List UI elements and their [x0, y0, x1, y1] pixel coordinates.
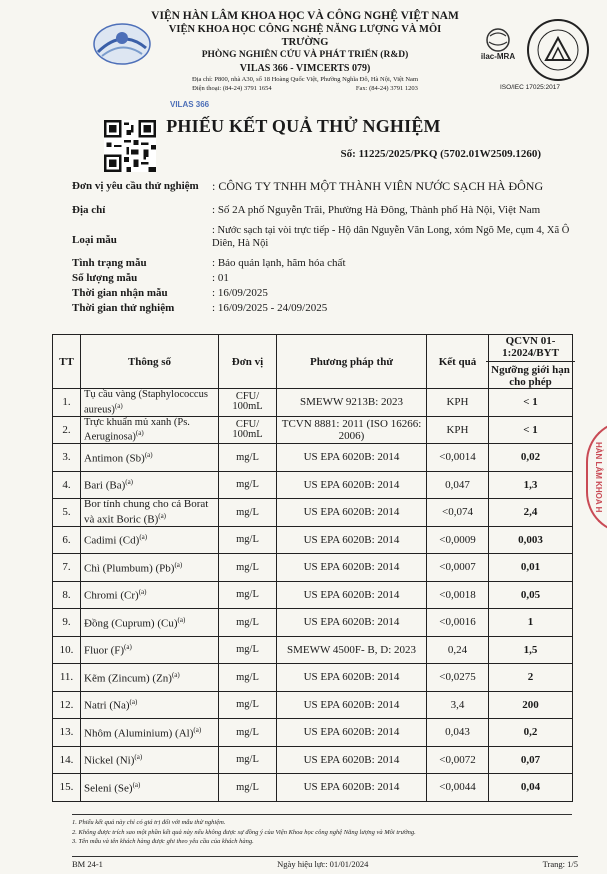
row-result: <0,0275: [427, 664, 489, 692]
row-unit: mg/L: [219, 471, 277, 499]
info-label: Số lượng mẫu: [72, 272, 138, 284]
row-param: Kẽm (Zincum) $(Zn)^{(a)}$: [81, 664, 219, 692]
row-limit: 0,2: [489, 719, 573, 747]
row-tt: 7.: [53, 554, 81, 582]
row-param: Đồng (Cuprum) $(Cu)^{(a)}$: [81, 609, 219, 637]
info-label: Loại mẫu: [72, 234, 117, 246]
info-label: Địa chỉ: [72, 204, 106, 216]
row-limit: 0,003: [489, 526, 573, 554]
row-tt: 6.: [53, 526, 81, 554]
row-method: US EPA 6020B: 2014: [277, 691, 427, 719]
info-row-quantity: [72, 272, 572, 285]
row-unit: mg/L: [219, 664, 277, 692]
results-table: [52, 334, 573, 802]
row-param-note: (a): [174, 560, 183, 569]
row-unit: mg/L: [219, 691, 277, 719]
row-param-note: (a): [124, 643, 132, 652]
table-header-row: [53, 335, 573, 389]
row-tt: 1.: [53, 389, 81, 417]
row-method: US EPA 6020B: 2014: [277, 746, 427, 774]
row-unit: mg/L: [219, 554, 277, 582]
institute-logo-icon: [92, 18, 152, 68]
row-tt: 2.: [53, 416, 81, 444]
info-label: Thời gian thử nghiệm: [72, 302, 175, 314]
row-tt: 8.: [53, 581, 81, 609]
row-limit: 1,3: [489, 471, 573, 499]
table-row: [53, 499, 573, 527]
row-method: SMEWW 9213B: 2023: [277, 389, 427, 417]
row-result: <0,0044: [427, 774, 489, 802]
table-row: [53, 554, 573, 582]
row-method: US EPA 6020B: 2014: [277, 471, 427, 499]
footnotes: [72, 814, 572, 847]
row-method: SMEWW 4500F- B, D: 2023: [277, 636, 427, 664]
row-method: US EPA 6020B: 2014: [277, 526, 427, 554]
row-result: <0,0016: [427, 609, 489, 637]
row-param: Trực khuẩn mủ xanh (Ps. Aeruginosa)$^{(a)}$: [81, 416, 219, 444]
table-row: [53, 691, 573, 719]
row-param-note: (a): [139, 533, 148, 542]
row-tt: 3.: [53, 444, 81, 472]
table-row: [53, 746, 573, 774]
info-label: Đơn vị yêu cầu thử nghiệm: [72, 180, 199, 192]
issue-date: Ngày hiệu lực: 01/01/2024: [277, 859, 369, 869]
row-result: <0,0018: [427, 581, 489, 609]
side-red-stamp: [586, 420, 607, 534]
row-result: KPH: [427, 389, 489, 417]
table-row: [53, 416, 573, 444]
row-param-note: (a): [171, 670, 180, 679]
row-limit: 0,04: [489, 774, 573, 802]
row-param-note: (a): [177, 615, 186, 624]
header-tt: TT: [53, 335, 81, 389]
row-unit: mg/L: [219, 581, 277, 609]
row-method: US EPA 6020B: 2014: [277, 444, 427, 472]
row-tt: 4.: [53, 471, 81, 499]
info-row-address: [72, 204, 572, 217]
row-unit: mg/L: [219, 609, 277, 637]
page-title: PHIẾU KẾT QUẢ THỬ NGHIỆM: [166, 116, 441, 136]
row-param: Tụ cầu vàng (Staphylococcus aureus)$^{(a)}$: [81, 389, 219, 417]
org-line-4: VILAS 366 - VIMCERTS 079): [239, 63, 371, 74]
row-method: US EPA 6020B: 2014: [277, 664, 427, 692]
row-method: US EPA 6020B: 2014: [277, 609, 427, 637]
row-param: Chromi $(Cr)^{(a)}$: [81, 581, 219, 609]
page-footer: [72, 856, 578, 869]
row-param-note: (a): [158, 511, 167, 520]
row-limit: < 1: [489, 389, 573, 417]
row-param: Bari $(Ba)^{(a)}$: [81, 471, 219, 499]
row-method: TCVN 8881: 2011 (ISO 16266: 2006): [277, 416, 427, 444]
row-result: <0,074: [427, 499, 489, 527]
org-line-3: PHÒNG NGHIÊN CỨU VÀ PHÁT TRIỂN (R&D): [201, 50, 409, 60]
info-label: Tình trạng mẫu: [72, 257, 147, 269]
row-limit: 2,4: [489, 499, 573, 527]
table-row: [53, 609, 573, 637]
row-result: 0,24: [427, 636, 489, 664]
header-qcvn-standard: QCVN 01-1:2024/BYT: [486, 335, 575, 362]
row-result: 3,4: [427, 691, 489, 719]
row-param: Seleni $(Se)^{(a)}$: [81, 774, 219, 802]
row-param: Natri $(Na)^{(a)}$: [81, 691, 219, 719]
row-result: <0,0009: [427, 526, 489, 554]
row-unit: mg/L: [219, 499, 277, 527]
table-row: [53, 774, 573, 802]
row-param-note: (a): [135, 429, 144, 437]
row-result: <0,0014: [427, 444, 489, 472]
accreditation-seal-icon: [526, 18, 590, 82]
document-number: Số: 11225/2025/PKQ (5702.01W2509.1260): [340, 148, 541, 160]
info-value: : Bảo quản lạnh, hãm hóa chất: [212, 257, 346, 269]
table-row: [53, 719, 573, 747]
note-1: 1. Phiếu kết quả này chỉ có giá trị đối với mẫu thử nghiệm.: [72, 819, 226, 826]
row-limit: 1,5: [489, 636, 573, 664]
row-result: <0,0072: [427, 746, 489, 774]
row-method: US EPA 6020B: 2014: [277, 774, 427, 802]
row-param-note: (a): [134, 753, 143, 762]
row-result: 0,047: [427, 471, 489, 499]
row-limit: 0,07: [489, 746, 573, 774]
row-limit: 0,05: [489, 581, 573, 609]
iso-label: ISO/IEC 17025:2017: [500, 84, 560, 91]
table-row: [53, 636, 573, 664]
info-row-sample-type: [72, 224, 572, 250]
row-unit: CFU/ 100mL: [219, 389, 277, 417]
row-param: Bor tính chung cho cả Borat và axit Boric $(B)^{(a)}$: [81, 499, 219, 527]
header-result: Kết quả: [427, 335, 489, 389]
row-param-note: (a): [125, 478, 134, 487]
row-tt: 13.: [53, 719, 81, 747]
row-unit: mg/L: [219, 636, 277, 664]
row-param: Chì (Plumbum) $(Pb)^{(a)}$: [81, 554, 219, 582]
info-label: Thời gian nhận mẫu: [72, 287, 168, 299]
page-number: Trang: 1/5: [542, 859, 578, 869]
row-tt: 5.: [53, 499, 81, 527]
note-2: 2. Không được trích sao một phần kết quả này nếu không được sự đồng ý của Viện Khoa học công nghệ Năng lượng và Môi trường.: [72, 828, 416, 836]
row-param-note: (a): [132, 780, 141, 789]
header-limit: Ngưỡng giới hạn cho phép: [491, 364, 570, 388]
row-param: Cadimi $(Cd)^{(a)}$: [81, 526, 219, 554]
row-param: Antimon $(Sb)^{(a)}$: [81, 444, 219, 472]
header-qcvn: [489, 335, 573, 389]
ilac-mra-logo-icon: [478, 26, 518, 62]
info-row-test-period: [72, 302, 572, 315]
row-limit: 200: [489, 691, 573, 719]
row-tt: 9.: [53, 609, 81, 637]
row-tt: 11.: [53, 664, 81, 692]
row-method: US EPA 6020B: 2014: [277, 554, 427, 582]
row-method: US EPA 6020B: 2014: [277, 719, 427, 747]
table-row: [53, 389, 573, 417]
org-phone: Điện thoại: (84-24) 3791 1654: [192, 85, 272, 92]
vilas-stamp: VILAS 366: [170, 100, 210, 109]
row-unit: mg/L: [219, 526, 277, 554]
org-line-1: VIỆN HÀN LÂM KHOA HỌC VÀ CÔNG NGHỆ VIỆT NAM: [151, 10, 459, 22]
row-param: Fluor $(F)^{(a)}$: [81, 636, 219, 664]
row-tt: 15.: [53, 774, 81, 802]
row-method: US EPA 6020B: 2014: [277, 499, 427, 527]
row-unit: mg/L: [219, 746, 277, 774]
row-param-note: (a): [193, 725, 202, 734]
row-limit: 1: [489, 609, 573, 637]
row-unit: mg/L: [219, 719, 277, 747]
row-unit: CFU/ 100mL: [219, 416, 277, 444]
organization-header: [150, 10, 460, 93]
row-result: 0,043: [427, 719, 489, 747]
info-value: : Số 2A phố Nguyễn Trãi, Phường Hà Đông, Thành phố Hà Nội, Việt Nam: [212, 204, 541, 216]
row-param-note: (a): [138, 588, 147, 597]
row-param-note: (a): [129, 698, 138, 707]
org-address: Địa chỉ: P800, nhà A30, số 18 Hoàng Quốc Việt, Phường Nghĩa Đô, Hà Nội, Việt Nam: [191, 76, 418, 83]
row-result: KPH: [427, 416, 489, 444]
row-param: Nickel $(Ni)^{(a)}$: [81, 746, 219, 774]
header-param: Thông số: [81, 335, 219, 389]
header-method: Phương pháp thử: [277, 335, 427, 389]
row-result: <0,0007: [427, 554, 489, 582]
org-line-2: VIỆN KHOA HỌC CÔNG NGHỆ NĂNG LƯỢNG VÀ MÔI TRƯỜNG: [168, 24, 442, 48]
row-param-note: (a): [114, 401, 123, 410]
row-unit: mg/L: [219, 444, 277, 472]
info-value: : Nước sạch tại vòi trực tiếp - Hộ dân Nguyễn Văn Long, xóm Ngõ Me, cụm 4, Xã Ô Diên, Hà Nội: [212, 225, 570, 249]
org-fax: Fax: (84-24) 3791 1203: [355, 85, 418, 92]
info-value: : 16/09/2025: [212, 287, 268, 299]
row-limit: 0,01: [489, 554, 573, 582]
svg-text:ilac-MRA: ilac-MRA: [480, 52, 516, 61]
note-3: 3. Tên mẫu và tên khách hàng được ghi theo yêu cầu của khách hàng.: [72, 838, 254, 845]
info-row-condition: [72, 257, 572, 270]
side-stamp-text: HÀN LÂM KHOA H: [594, 442, 603, 513]
row-limit: < 1: [489, 416, 573, 444]
row-tt: 12.: [53, 691, 81, 719]
table-row: [53, 581, 573, 609]
table-row: [53, 664, 573, 692]
info-row-received: [72, 287, 572, 300]
row-param: Nhôm (Aluminium) $(Al)^{(a)}$: [81, 719, 219, 747]
row-tt: 10.: [53, 636, 81, 664]
row-tt: 14.: [53, 746, 81, 774]
form-code: BM 24-1: [72, 859, 103, 869]
header-unit: Đơn vị: [219, 335, 277, 389]
row-limit: 0,02: [489, 444, 573, 472]
info-row-client: [72, 180, 572, 193]
table-row: [53, 471, 573, 499]
row-param-note: (a): [144, 450, 153, 459]
row-unit: mg/L: [219, 774, 277, 802]
info-value: : CÔNG TY TNHH MỘT THÀNH VIÊN NƯỚC SẠCH HÀ ĐÔNG: [212, 179, 544, 193]
table-row: [53, 526, 573, 554]
info-value: : 16/09/2025 - 24/09/2025: [212, 302, 328, 314]
row-limit: 2: [489, 664, 573, 692]
row-method: US EPA 6020B: 2014: [277, 581, 427, 609]
table-row: [53, 444, 573, 472]
info-value: : 01: [212, 272, 229, 284]
org-contact: [150, 84, 460, 93]
